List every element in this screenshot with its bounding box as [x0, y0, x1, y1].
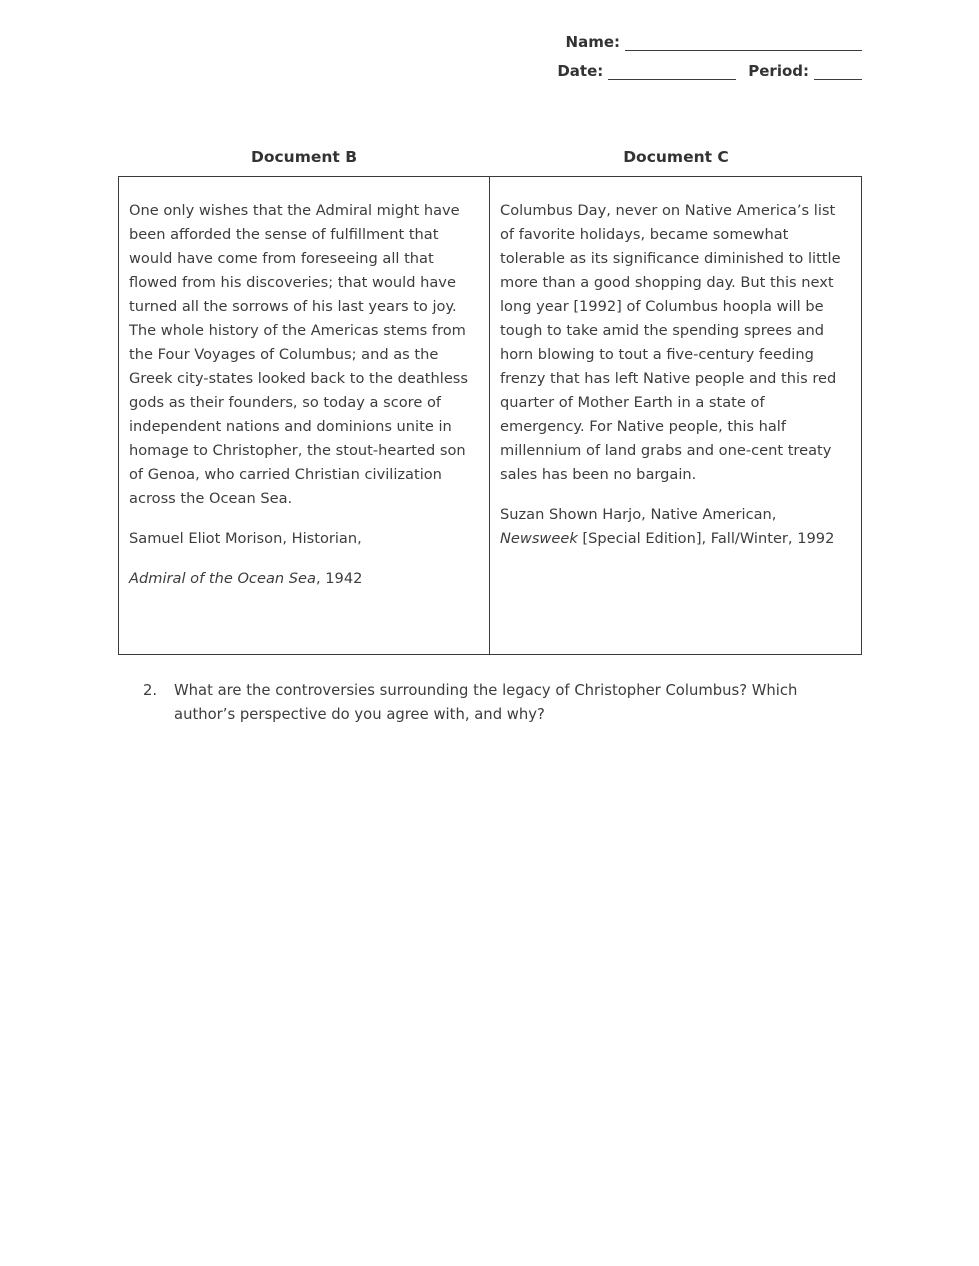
period-label: Period:: [748, 62, 809, 80]
document-b-attribution-source: [129, 567, 477, 591]
name-label: Name:: [565, 33, 620, 51]
date-period-row: [557, 62, 862, 80]
question-2: [143, 679, 853, 727]
document-c-attribution: [500, 503, 849, 551]
date-label: Date:: [557, 62, 604, 80]
document-c-title: Document C: [623, 148, 729, 166]
name-row: [566, 33, 862, 51]
document-c-author: Suzan Shown Harjo, Native American,: [500, 506, 777, 523]
document-c-body: Columbus Day, never on Native America’s list of favorite holidays, became somewhat tolerable as its significance diminished to little more than a good shopping day. But this next long year [1992] of Columbus hoopla will be tough to take amid the spending sprees and horn blowing to tout a five-century feeding frenzy that has left Native people and this red quarter of Mother Earth in a state of emergency. For Native people, this half millennium of land grabs and one-cent treaty sales has been no bargain.: [500, 202, 841, 483]
document-c-work-title: Newsweek: [500, 530, 578, 547]
documents-table: [118, 176, 862, 655]
document-c-edition-date: [Special Edition], Fall/Winter, 1992: [577, 530, 835, 547]
document-b-cell: [119, 177, 490, 654]
question-text: What are the controversies surrounding the legacy of Christopher Columbus? Which author’s perspective do you agree with, and why?: [174, 682, 798, 723]
name-blank-line: [625, 35, 862, 51]
document-b-body: One only wishes that the Admiral might have been afforded the sense of fulfillment that would have come from foreseeing all that flowed from his discoveries; that would have turned all the sorrows of his last years to joy. The whole history of the Americas stems from the Four Voyages of Columbus; and as the Greek city-states looked back to the deathless gods as their founders, so today a score of independent nations and dominions unite in homage to Christopher, the stout-hearted son of Genoa, who carried Christian civilization across the Ocean Sea.: [129, 202, 469, 507]
document-titles-row: [118, 148, 862, 166]
period-blank-line: [814, 64, 862, 80]
document-b-year: , 1942: [315, 570, 363, 587]
student-info-header: [557, 33, 862, 91]
document-b-work-title: Admiral of the Ocean Sea: [129, 570, 316, 587]
date-blank-line: [608, 64, 736, 80]
question-number: 2.: [143, 682, 158, 699]
document-b-attribution-author: Samuel Eliot Morison, Historian,: [129, 530, 362, 547]
document-b-title: Document B: [250, 148, 358, 166]
document-c-cell: [490, 177, 861, 654]
